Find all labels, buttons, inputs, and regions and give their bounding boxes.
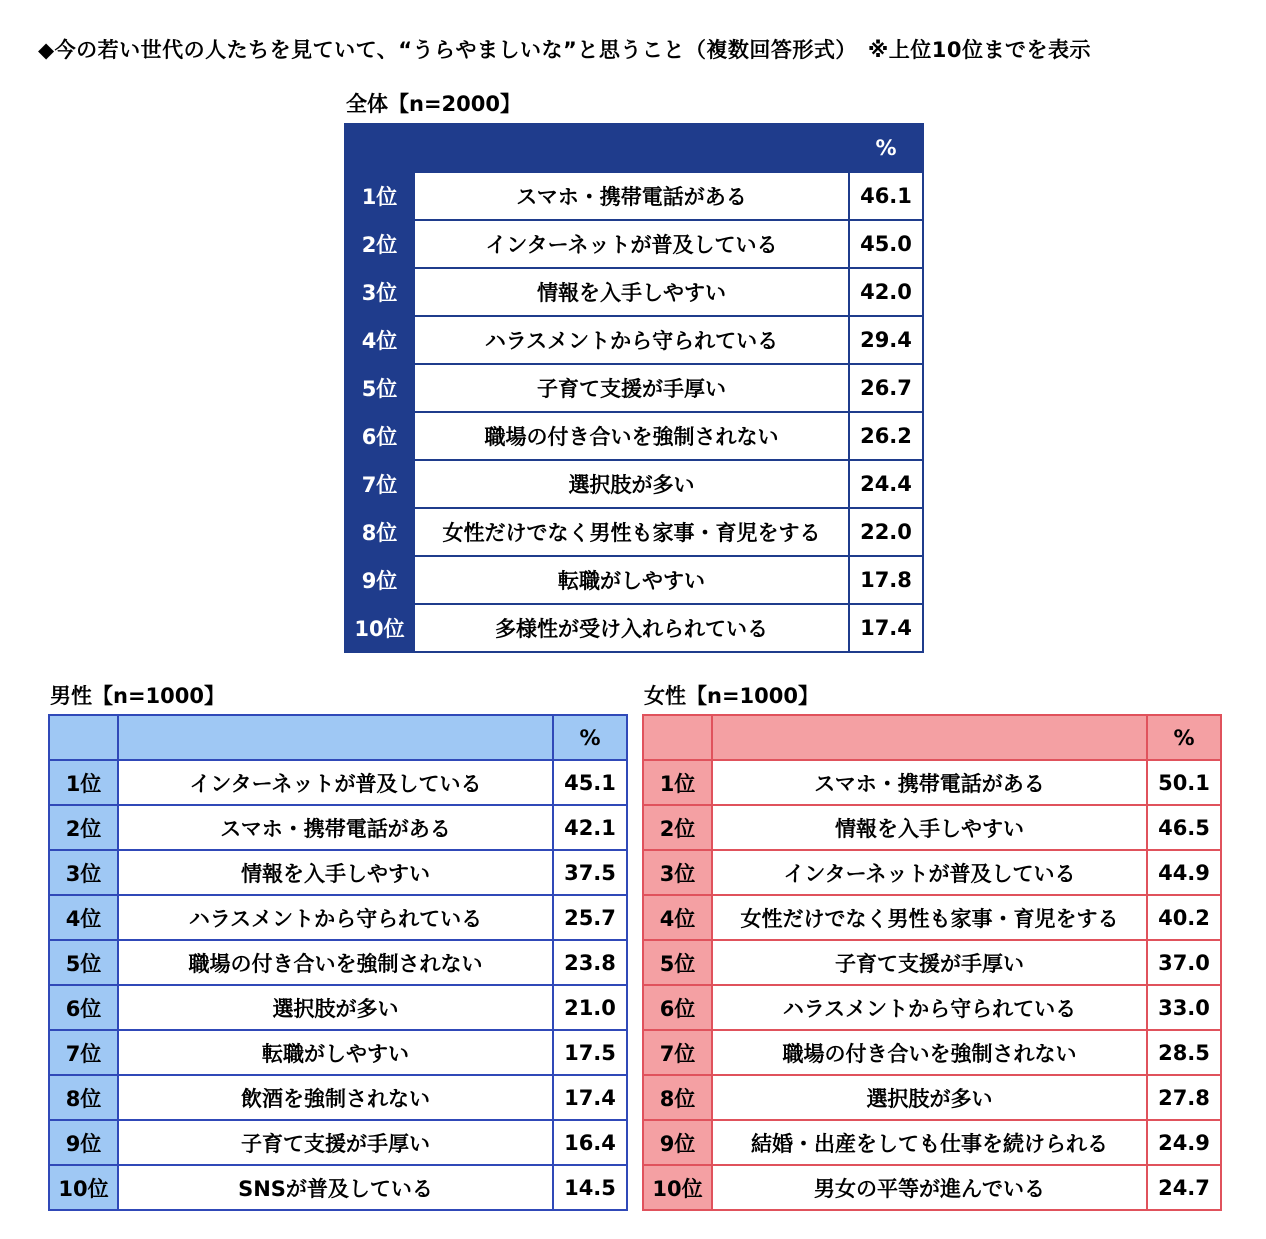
table-row: [49, 1030, 627, 1075]
value-cell: 42.0: [849, 268, 923, 316]
table-row: [345, 412, 923, 460]
header-percent-cell: %: [1147, 715, 1221, 760]
header-item-cell: [118, 715, 553, 760]
rank-cell: 6位: [643, 985, 712, 1030]
table-row: [49, 850, 627, 895]
table-row: [643, 1075, 1221, 1120]
item-label-cell: 子育て支援が手厚い: [414, 364, 849, 412]
rank-cell: 5位: [49, 940, 118, 985]
rank-cell: 3位: [49, 850, 118, 895]
table-row: [49, 1120, 627, 1165]
table-row: [643, 895, 1221, 940]
item-label-cell: SNSが普及している: [118, 1165, 553, 1210]
item-label-cell: 転職がしやすい: [118, 1030, 553, 1075]
item-label-cell: 子育て支援が手厚い: [712, 940, 1147, 985]
overall-table-title: 全体【n=2000】: [346, 92, 521, 116]
value-cell: 37.5: [553, 850, 627, 895]
rank-cell: 2位: [49, 805, 118, 850]
value-cell: 26.7: [849, 364, 923, 412]
item-label-cell: インターネットが普及している: [414, 220, 849, 268]
item-label-cell: 結婚・出産をしても仕事を続けられる: [712, 1120, 1147, 1165]
table-row: [345, 364, 923, 412]
rank-cell: 2位: [345, 220, 414, 268]
rank-cell: 8位: [643, 1075, 712, 1120]
table-row: [49, 1075, 627, 1120]
item-label-cell: スマホ・携帯電話がある: [414, 172, 849, 220]
header-percent-cell: %: [849, 124, 923, 172]
table-row: [49, 895, 627, 940]
item-label-cell: 転職がしやすい: [414, 556, 849, 604]
value-cell: 27.8: [1147, 1075, 1221, 1120]
male-ranking-table: [48, 714, 628, 1211]
value-cell: 17.5: [553, 1030, 627, 1075]
item-label-cell: 職場の付き合いを強制されない: [118, 940, 553, 985]
rank-cell: 8位: [345, 508, 414, 556]
value-cell: 17.8: [849, 556, 923, 604]
table-row: [345, 172, 923, 220]
value-cell: 24.7: [1147, 1165, 1221, 1210]
table-row: [643, 985, 1221, 1030]
header-item-cell: [712, 715, 1147, 760]
header-percent-cell: %: [553, 715, 627, 760]
value-cell: 50.1: [1147, 760, 1221, 805]
rank-cell: 10位: [643, 1165, 712, 1210]
rank-cell: 10位: [345, 604, 414, 652]
value-cell: 29.4: [849, 316, 923, 364]
item-label-cell: スマホ・携帯電話がある: [118, 805, 553, 850]
table-row: [49, 805, 627, 850]
item-label-cell: スマホ・携帯電話がある: [712, 760, 1147, 805]
value-cell: 40.2: [1147, 895, 1221, 940]
table-row: [643, 940, 1221, 985]
table-row: [345, 604, 923, 652]
value-cell: 28.5: [1147, 1030, 1221, 1075]
table-row: [345, 508, 923, 556]
page-title: ◆今の若い世代の人たちを見ていて、“うらやましいな”と思うこと（複数回答形式） ※上位10位までを表示: [38, 38, 1091, 62]
item-label-cell: 情報を入手しやすい: [712, 805, 1147, 850]
rank-cell: 1位: [345, 172, 414, 220]
item-label-cell: 情報を入手しやすい: [118, 850, 553, 895]
item-label-cell: ハラスメントから守られている: [712, 985, 1147, 1030]
header-rank-cell: [345, 124, 414, 172]
table-row: [345, 556, 923, 604]
rank-cell: 1位: [49, 760, 118, 805]
table-row: [643, 760, 1221, 805]
table-row: [49, 760, 627, 805]
value-cell: 24.9: [1147, 1120, 1221, 1165]
value-cell: 16.4: [553, 1120, 627, 1165]
value-cell: 46.1: [849, 172, 923, 220]
table-row: [643, 1165, 1221, 1210]
rank-cell: 7位: [49, 1030, 118, 1075]
item-label-cell: ハラスメントから守られている: [414, 316, 849, 364]
rank-cell: 9位: [345, 556, 414, 604]
rank-cell: 7位: [345, 460, 414, 508]
rank-cell: 6位: [49, 985, 118, 1030]
value-cell: 17.4: [553, 1075, 627, 1120]
value-cell: 26.2: [849, 412, 923, 460]
rank-cell: 4位: [345, 316, 414, 364]
value-cell: 24.4: [849, 460, 923, 508]
item-label-cell: 男女の平等が進んでいる: [712, 1165, 1147, 1210]
item-label-cell: 多様性が受け入れられている: [414, 604, 849, 652]
rank-cell: 6位: [345, 412, 414, 460]
header-row: [49, 715, 627, 760]
item-label-cell: 女性だけでなく男性も家事・育児をする: [414, 508, 849, 556]
item-label-cell: 選択肢が多い: [118, 985, 553, 1030]
table-row: [643, 1120, 1221, 1165]
rank-cell: 10位: [49, 1165, 118, 1210]
header-rank-cell: [49, 715, 118, 760]
table-row: [345, 460, 923, 508]
table-row: [49, 1165, 627, 1210]
item-label-cell: ハラスメントから守られている: [118, 895, 553, 940]
value-cell: 37.0: [1147, 940, 1221, 985]
rank-cell: 3位: [643, 850, 712, 895]
item-label-cell: 選択肢が多い: [712, 1075, 1147, 1120]
table-row: [345, 268, 923, 316]
header-rank-cell: [643, 715, 712, 760]
table-row: [49, 940, 627, 985]
table-row: [49, 985, 627, 1030]
item-label-cell: インターネットが普及している: [118, 760, 553, 805]
header-row: [345, 124, 923, 172]
value-cell: 17.4: [849, 604, 923, 652]
item-label-cell: 飲酒を強制されない: [118, 1075, 553, 1120]
item-label-cell: 職場の付き合いを強制されない: [712, 1030, 1147, 1075]
item-label-cell: 選択肢が多い: [414, 460, 849, 508]
rank-cell: 9位: [49, 1120, 118, 1165]
table-row: [345, 316, 923, 364]
header-row: [643, 715, 1221, 760]
rank-cell: 4位: [49, 895, 118, 940]
value-cell: 45.1: [553, 760, 627, 805]
rank-cell: 2位: [643, 805, 712, 850]
item-label-cell: インターネットが普及している: [712, 850, 1147, 895]
table-row: [643, 805, 1221, 850]
rank-cell: 5位: [345, 364, 414, 412]
rank-cell: 5位: [643, 940, 712, 985]
value-cell: 44.9: [1147, 850, 1221, 895]
value-cell: 14.5: [553, 1165, 627, 1210]
value-cell: 45.0: [849, 220, 923, 268]
value-cell: 42.1: [553, 805, 627, 850]
table-row: [643, 850, 1221, 895]
value-cell: 21.0: [553, 985, 627, 1030]
item-label-cell: 子育て支援が手厚い: [118, 1120, 553, 1165]
rank-cell: 7位: [643, 1030, 712, 1075]
female-ranking-table: [642, 714, 1222, 1211]
item-label-cell: 情報を入手しやすい: [414, 268, 849, 316]
rank-cell: 3位: [345, 268, 414, 316]
value-cell: 25.7: [553, 895, 627, 940]
header-item-cell: [414, 124, 849, 172]
rank-cell: 8位: [49, 1075, 118, 1120]
rank-cell: 4位: [643, 895, 712, 940]
value-cell: 46.5: [1147, 805, 1221, 850]
overall-ranking-table: [344, 123, 924, 653]
female-table-title: 女性【n=1000】: [644, 684, 819, 708]
rank-cell: 1位: [643, 760, 712, 805]
rank-cell: 9位: [643, 1120, 712, 1165]
table-row: [345, 220, 923, 268]
table-row: [643, 1030, 1221, 1075]
value-cell: 23.8: [553, 940, 627, 985]
item-label-cell: 職場の付き合いを強制されない: [414, 412, 849, 460]
item-label-cell: 女性だけでなく男性も家事・育児をする: [712, 895, 1147, 940]
value-cell: 33.0: [1147, 985, 1221, 1030]
value-cell: 22.0: [849, 508, 923, 556]
male-table-title: 男性【n=1000】: [50, 684, 225, 708]
